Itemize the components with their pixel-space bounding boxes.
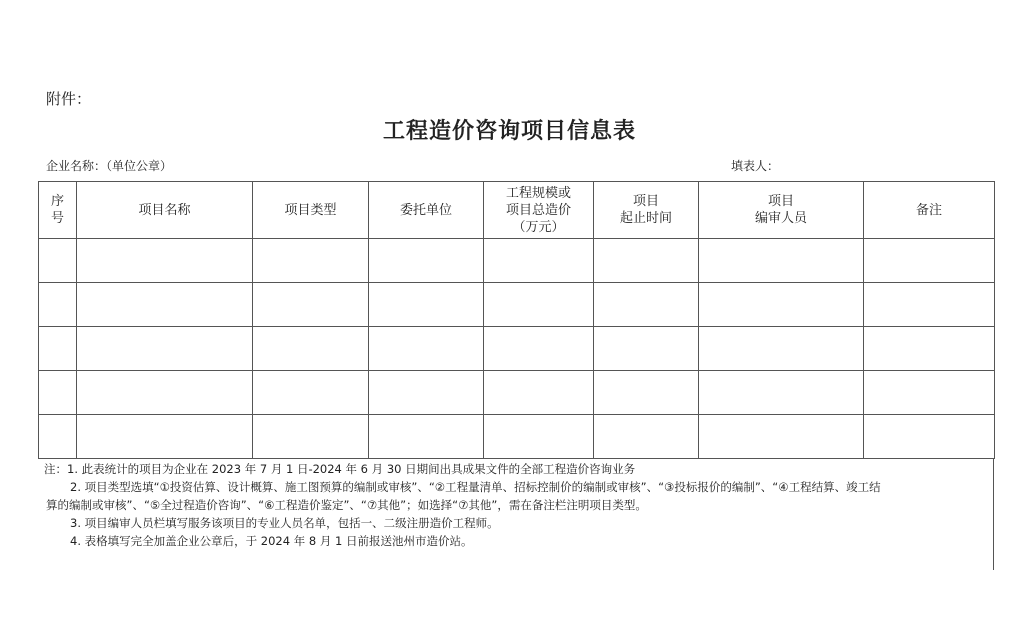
table-cell[interactable] xyxy=(253,283,369,327)
table-cell[interactable] xyxy=(369,327,484,371)
attachment-label: 附件： xyxy=(46,90,92,108)
table-cell[interactable] xyxy=(77,283,253,327)
table-cell[interactable] xyxy=(39,283,77,327)
table-cell[interactable] xyxy=(39,371,77,415)
note-4: 4. 表格填写完全加盖企业公章后，于 2024 年 8 月 1 日前报送池州市造价站。 xyxy=(70,534,473,548)
table-cell[interactable] xyxy=(77,371,253,415)
table-row xyxy=(39,239,995,283)
table-cell[interactable] xyxy=(369,415,484,459)
table-cell[interactable] xyxy=(594,327,699,371)
table-cell[interactable] xyxy=(594,415,699,459)
header-project-type: 项目类型 xyxy=(253,182,369,239)
table-cell[interactable] xyxy=(253,239,369,283)
header-project-period: 项目 起止时间 xyxy=(594,182,699,239)
table-cell[interactable] xyxy=(484,283,594,327)
table-cell[interactable] xyxy=(369,371,484,415)
table-cell[interactable] xyxy=(864,283,995,327)
header-project-name: 项目名称 xyxy=(77,182,253,239)
table-cell[interactable] xyxy=(77,327,253,371)
header-client-unit: 委托单位 xyxy=(369,182,484,239)
table-cell[interactable] xyxy=(594,239,699,283)
page-title: 工程造价咨询项目信息表 xyxy=(382,118,636,144)
table-cell[interactable] xyxy=(39,239,77,283)
note-2: 2. 项目类型选填“①投资估算、设计概算、施工图预算的编制或审核”、“②工程量清单、招标控制价的编制或审核”、“③投标报价的编制”、“④工程结算、竣工结算的编制或审核”、“⑤全过程造价咨询”、“⑥工程造价鉴定”、“⑦其他”；如选择“⑦其他”，需在备注栏注明项目类型。 xyxy=(46,480,881,512)
table-cell[interactable] xyxy=(594,371,699,415)
table-row xyxy=(39,371,995,415)
table-cell[interactable] xyxy=(484,327,594,371)
header-project-scale-cost: 工程规模或 项目总造价 （万元） xyxy=(484,182,594,239)
table-cell[interactable] xyxy=(39,327,77,371)
table-cell[interactable] xyxy=(484,415,594,459)
table-cell[interactable] xyxy=(594,283,699,327)
table-cell[interactable] xyxy=(699,239,864,283)
table-row xyxy=(39,415,995,459)
table-cell[interactable] xyxy=(699,327,864,371)
table-cell[interactable] xyxy=(77,415,253,459)
note-1: 注：1. 此表统计的项目为企业在 2023 年 7 月 1 日-2024 年 6 月 30 日期间出具成果文件的全部工程造价咨询业务 xyxy=(44,462,636,476)
table-cell[interactable] xyxy=(39,415,77,459)
company-name-label: 企业名称：（单位公章） xyxy=(46,159,173,173)
table-cell[interactable] xyxy=(77,239,253,283)
table-cell[interactable] xyxy=(864,327,995,371)
table-cell[interactable] xyxy=(864,371,995,415)
table-cell[interactable] xyxy=(699,415,864,459)
table-cell[interactable] xyxy=(699,283,864,327)
table-cell[interactable] xyxy=(864,239,995,283)
table-cell[interactable] xyxy=(253,415,369,459)
table-row xyxy=(39,283,995,327)
table-cell[interactable] xyxy=(484,371,594,415)
table-cell[interactable] xyxy=(699,371,864,415)
filler-label: 填表人： xyxy=(731,159,780,173)
project-info-table xyxy=(38,181,995,459)
header-serial-number: 序 号 xyxy=(39,182,77,239)
table-cell[interactable] xyxy=(484,239,594,283)
notes-section xyxy=(46,460,886,550)
table-cell[interactable] xyxy=(369,283,484,327)
note-3: 3. 项目编审人员栏填写服务该项目的专业人员名单，包括一、二级注册造价工程师。 xyxy=(70,516,499,530)
header-remarks: 备注 xyxy=(864,182,995,239)
table-header-row xyxy=(39,182,995,239)
table-row xyxy=(39,327,995,371)
table-cell[interactable] xyxy=(369,239,484,283)
table-cell[interactable] xyxy=(253,327,369,371)
table-cell[interactable] xyxy=(253,371,369,415)
table-cell[interactable] xyxy=(864,415,995,459)
header-project-staff: 项目 编审人员 xyxy=(699,182,864,239)
